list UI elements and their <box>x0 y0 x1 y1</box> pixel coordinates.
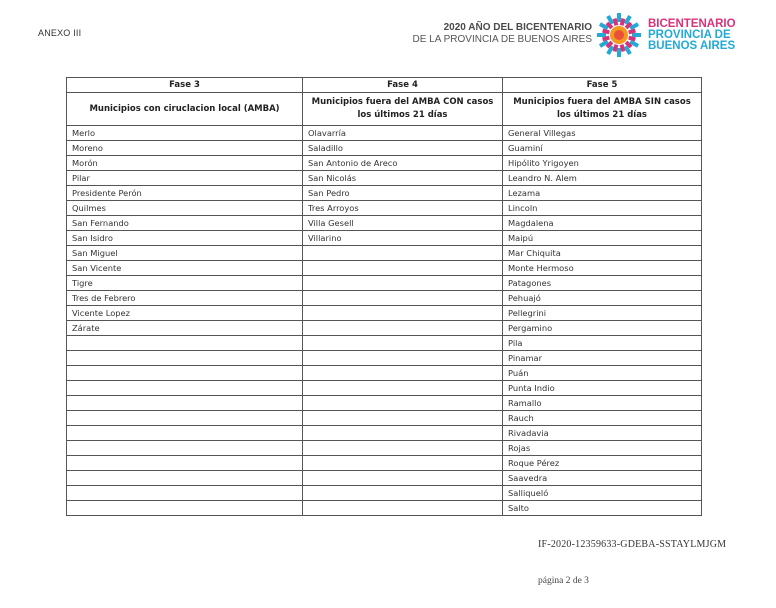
table-cell: Leandro N. Alem <box>503 171 702 186</box>
table-row <box>67 171 702 186</box>
column-description: Municipios fuera del AMBA CON casos los últimos 21 días <box>303 93 503 126</box>
table-cell: Puán <box>503 366 702 381</box>
table-row <box>67 501 702 516</box>
table-cell: Lezama <box>503 186 702 201</box>
bicentenario-brand <box>648 19 736 52</box>
table-cell: Quilmes <box>67 201 303 216</box>
table-cell: Salto <box>503 501 702 516</box>
table-cell: Punta Indio <box>503 381 702 396</box>
table-cell: Pilar <box>67 171 303 186</box>
bicentenario-title-line1: 2020 AÑO DEL BICENTENARIO <box>443 22 592 33</box>
table-cell <box>303 261 503 276</box>
table-body <box>67 126 702 516</box>
table-cell <box>67 411 303 426</box>
table-cell: Salliqueló <box>503 486 702 501</box>
table-cell: Pila <box>503 336 702 351</box>
brand-line1: BICENTENARIO <box>648 18 736 30</box>
phase-header: Fase 4 <box>303 78 503 93</box>
table-cell: Ramallo <box>503 396 702 411</box>
table-row <box>67 381 702 396</box>
table-row <box>67 486 702 501</box>
table-cell <box>303 441 503 456</box>
table-cell: Hipólito Yrigoyen <box>503 156 702 171</box>
table-row <box>67 426 702 441</box>
table-cell: Pehuajó <box>503 291 702 306</box>
table-cell <box>67 501 303 516</box>
table-cell: Rauch <box>503 411 702 426</box>
brand-line3: BUENOS AIRES <box>648 40 736 52</box>
table-cell: Rivadavia <box>503 426 702 441</box>
phase-header: Fase 3 <box>67 78 303 93</box>
column-description: Municipios con ciruclacion local (AMBA) <box>67 93 303 126</box>
table-row <box>67 141 702 156</box>
table-cell <box>303 351 503 366</box>
table-cell: Villarino <box>303 231 503 246</box>
table-cell <box>67 486 303 501</box>
table-row <box>67 201 702 216</box>
table-cell: Tigre <box>67 276 303 291</box>
table-row <box>67 321 702 336</box>
table-row <box>67 306 702 321</box>
table-cell: Tres de Febrero <box>67 291 303 306</box>
table-cell: Saladillo <box>303 141 503 156</box>
table-cell: Monte Hermoso <box>503 261 702 276</box>
table-cell <box>303 411 503 426</box>
table-cell <box>67 366 303 381</box>
table-cell: Mar Chiquita <box>503 246 702 261</box>
table-cell: San Miguel <box>67 246 303 261</box>
annex-label: ANEXO III <box>38 28 82 38</box>
table-cell: San Fernando <box>67 216 303 231</box>
bicentenario-seal-icon <box>596 12 642 58</box>
table-cell: Vicente Lopez <box>67 306 303 321</box>
table-cell <box>67 441 303 456</box>
table-row <box>67 336 702 351</box>
table-cell <box>67 471 303 486</box>
table-cell: Maipú <box>503 231 702 246</box>
table-row <box>67 261 702 276</box>
table-cell: Guaminí <box>503 141 702 156</box>
table-cell <box>67 381 303 396</box>
table-row <box>67 366 702 381</box>
table-row <box>67 276 702 291</box>
table-cell: San Nicolás <box>303 171 503 186</box>
brand-line2: PROVINCIA DE <box>648 29 731 41</box>
table-cell: Rojas <box>503 441 702 456</box>
table-cell <box>303 291 503 306</box>
table-cell <box>303 501 503 516</box>
phase-header-row <box>67 78 702 93</box>
table-cell: Presidente Perón <box>67 186 303 201</box>
table-cell: San Isidro <box>67 231 303 246</box>
table-cell: Villa Gesell <box>303 216 503 231</box>
table-row <box>67 471 702 486</box>
table-row <box>67 456 702 471</box>
table-row <box>67 351 702 366</box>
table-cell <box>67 336 303 351</box>
table-cell <box>303 471 503 486</box>
table-cell: Moreno <box>67 141 303 156</box>
table-cell <box>303 426 503 441</box>
table-cell: Saavedra <box>503 471 702 486</box>
page-number: página 2 de 3 <box>538 576 589 586</box>
table-cell <box>67 426 303 441</box>
table-row <box>67 231 702 246</box>
table-row <box>67 396 702 411</box>
table-cell: General Villegas <box>503 126 702 141</box>
table-cell: Zárate <box>67 321 303 336</box>
table-cell: Merlo <box>67 126 303 141</box>
table-cell: San Pedro <box>303 186 503 201</box>
table-cell <box>303 336 503 351</box>
table-cell <box>67 396 303 411</box>
table-cell: Pellegrini <box>503 306 702 321</box>
table-cell <box>303 396 503 411</box>
column-description: Municipios fuera del AMBA SIN casos los últimos 21 días <box>503 93 702 126</box>
bicentenario-title <box>412 22 592 46</box>
table-cell: Magdalena <box>503 216 702 231</box>
table-row <box>67 441 702 456</box>
table-cell <box>303 366 503 381</box>
table-cell: Olavarría <box>303 126 503 141</box>
table-cell: Roque Pérez <box>503 456 702 471</box>
table-row <box>67 126 702 141</box>
table-cell: Pergamino <box>503 321 702 336</box>
table-cell: Pinamar <box>503 351 702 366</box>
table-row <box>67 246 702 261</box>
bicentenario-title-line2: DE LA PROVINCIA DE BUENOS AIRES <box>412 34 592 45</box>
table-cell <box>303 321 503 336</box>
document-id: IF-2020-12359633-GDEBA-SSTAYLMJGM <box>538 539 727 550</box>
table-cell: San Antonio de Areco <box>303 156 503 171</box>
table-cell <box>303 486 503 501</box>
table-cell <box>303 276 503 291</box>
header-banner <box>410 12 740 60</box>
table-row <box>67 156 702 171</box>
table-cell: Morón <box>67 156 303 171</box>
table-row <box>67 411 702 426</box>
table-cell <box>303 246 503 261</box>
description-header-row <box>67 93 702 126</box>
table-cell: Patagones <box>503 276 702 291</box>
table-cell: Lincoln <box>503 201 702 216</box>
table-cell: Tres Arroyos <box>303 201 503 216</box>
table-cell <box>67 351 303 366</box>
table-cell <box>67 456 303 471</box>
table-row <box>67 216 702 231</box>
table-row <box>67 186 702 201</box>
table-cell: San Vicente <box>67 261 303 276</box>
municipios-table <box>66 77 702 516</box>
table-row <box>67 291 702 306</box>
table-cell <box>303 381 503 396</box>
phase-header: Fase 5 <box>503 78 702 93</box>
table-cell <box>303 456 503 471</box>
table-cell <box>303 306 503 321</box>
